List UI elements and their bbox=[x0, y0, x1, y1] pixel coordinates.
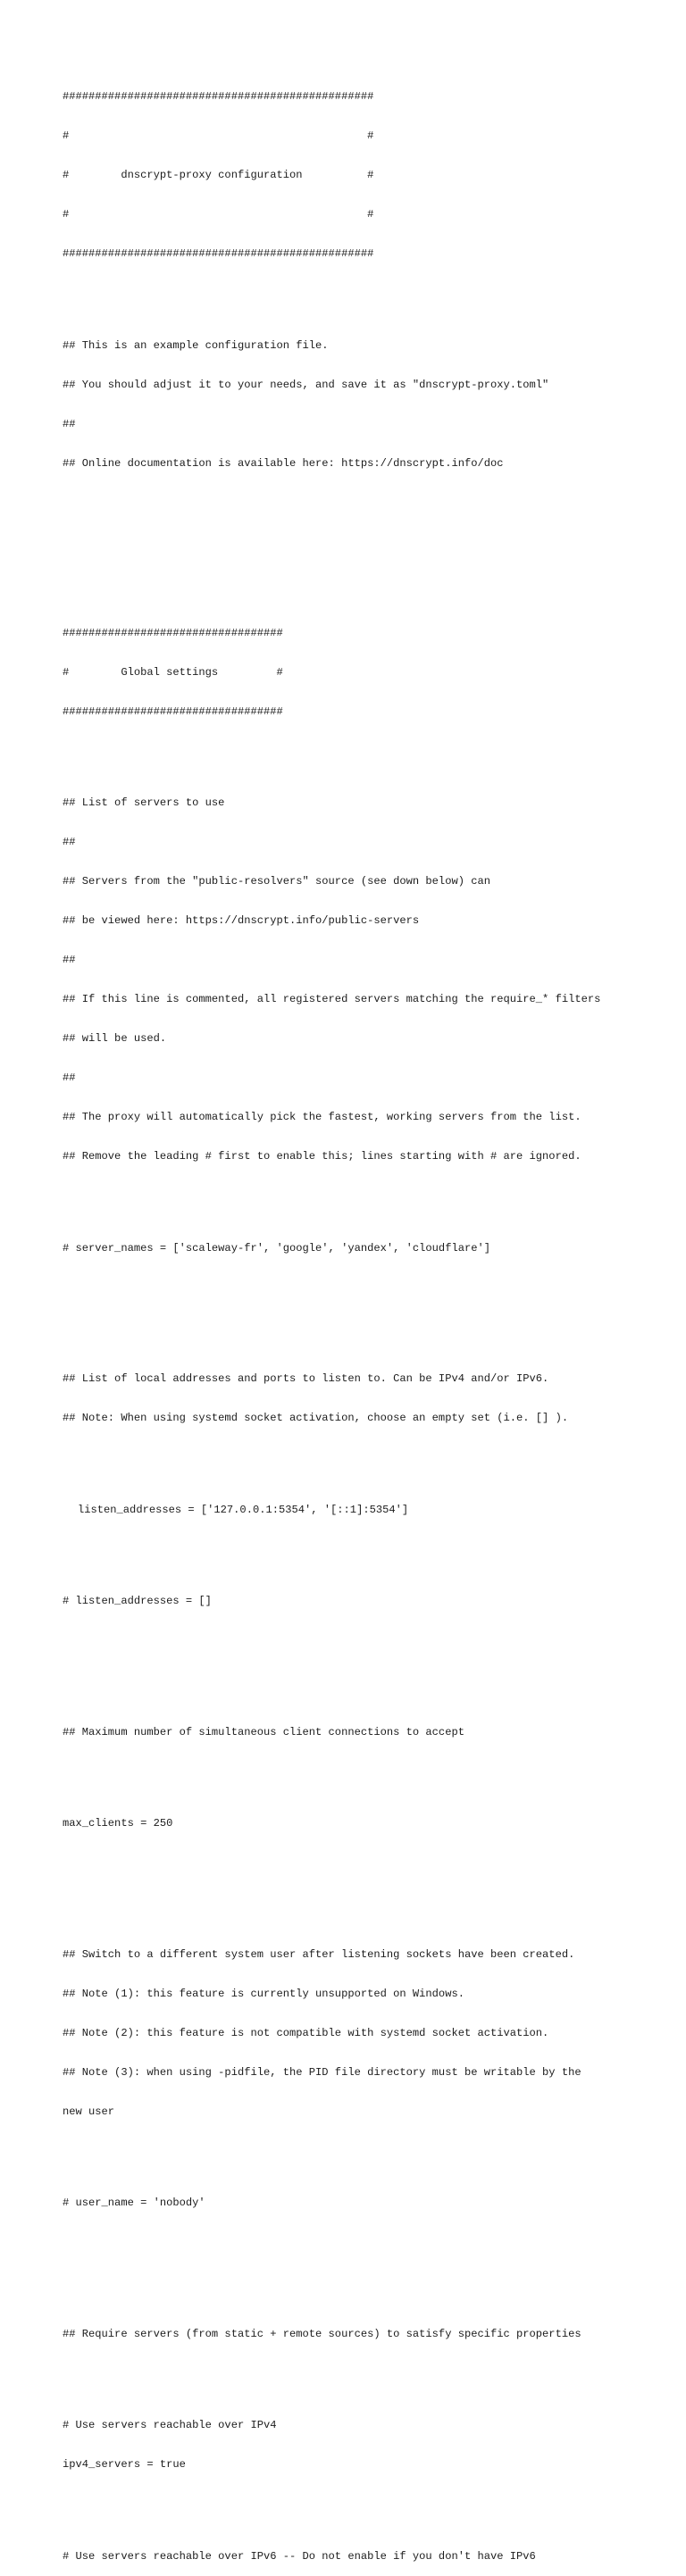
blank-line bbox=[63, 1896, 679, 1909]
intro-line: ## This is an example configuration file. bbox=[63, 338, 329, 352]
listen-comment-line: ## Note: When using systemd socket activation, choose an empty set (i.e. [] ). bbox=[63, 1412, 569, 1425]
header-spacer-line: # # bbox=[63, 129, 374, 143]
header-title: # dnscrypt-proxy configuration # bbox=[63, 169, 374, 182]
intro-line: ## You should adjust it to your needs, and save it as "dnscrypt-proxy.toml" bbox=[63, 378, 549, 391]
user-comment-line: new user bbox=[63, 2105, 115, 2118]
blank-line bbox=[63, 1281, 679, 1295]
blank-line bbox=[63, 1543, 679, 1556]
user-comment-line: ## Note (1): this feature is currently unsupported on Windows. bbox=[63, 1987, 464, 2000]
blank-line bbox=[63, 745, 679, 758]
header-border-top: ################################################ bbox=[63, 90, 374, 104]
blank-line bbox=[63, 2497, 679, 2511]
config-document bbox=[63, 64, 679, 2576]
blank-line bbox=[63, 574, 679, 588]
blank-line bbox=[63, 1321, 679, 1334]
intro-line: ## bbox=[63, 417, 76, 430]
header-spacer-line: # # bbox=[63, 208, 374, 221]
ipv4-servers-setting: ipv4_servers = true bbox=[63, 2458, 186, 2472]
user-comment-line: ## Note (2): this feature is not compatible with systemd socket activation. bbox=[63, 2026, 549, 2039]
blank-line bbox=[63, 2367, 679, 2380]
blank-line bbox=[63, 2275, 679, 2288]
servers-comment-line: ## Servers from the "public-resolvers" source (see down below) can bbox=[63, 875, 490, 888]
servers-comment-line: ## bbox=[63, 954, 76, 967]
blank-line bbox=[63, 287, 679, 300]
servers-comment-line: ## Remove the leading # first to enable this; lines starting with # are ignored. bbox=[63, 1150, 581, 1163]
blank-line bbox=[63, 1856, 679, 1870]
servers-comment-line: ## bbox=[63, 836, 76, 849]
servers-comment-line: ## List of servers to use bbox=[63, 796, 225, 810]
user-comment-line: ## Note (3): when using -pidfile, the PID file directory must be writable by the bbox=[63, 2065, 581, 2079]
server-names-setting: # server_names = ['scaleway-fr', 'google', 'yandex', 'cloudflare'] bbox=[63, 1241, 490, 1255]
global-border-top: ################################## bbox=[63, 627, 283, 640]
require-servers-comment: ## Require servers (from static + remote sources) to satisfy specific properties bbox=[63, 2327, 581, 2340]
listen-comment-line: ## List of local addresses and ports to listen to. Can be IPv4 and/or IPv6. bbox=[63, 1372, 549, 1386]
blank-line bbox=[63, 496, 679, 510]
max-clients-setting: max_clients = 250 bbox=[63, 1817, 173, 1830]
listen-addresses-setting: listen_addresses = ['127.0.0.1:5354', '[::1]:5354'] bbox=[78, 1503, 409, 1516]
user-comment-line: ## Switch to a different system user after listening sockets have been created. bbox=[63, 1947, 575, 1961]
blank-line bbox=[63, 1451, 679, 1464]
max-clients-comment: ## Maximum number of simultaneous client connections to accept bbox=[63, 1725, 464, 1738]
blank-line bbox=[63, 2145, 679, 2158]
servers-comment-line: ## will be used. bbox=[63, 1032, 167, 1046]
servers-comment-line: ## be viewed here: https://dnscrypt.info/public-servers bbox=[63, 914, 420, 928]
blank-line bbox=[63, 535, 679, 548]
servers-comment-line: ## bbox=[63, 1071, 76, 1085]
global-settings-title: # Global settings # bbox=[63, 665, 283, 679]
blank-line bbox=[63, 1634, 679, 1647]
listen-addresses-empty-setting: # listen_addresses = [] bbox=[63, 1595, 212, 1608]
blank-line bbox=[63, 1189, 679, 1203]
global-border-bottom: ################################## bbox=[63, 704, 283, 718]
servers-comment-line: ## If this line is commented, all registered servers matching the require_* filters bbox=[63, 993, 601, 1006]
ipv4-comment: # Use servers reachable over IPv4 bbox=[63, 2419, 277, 2432]
blank-line bbox=[63, 2236, 679, 2249]
blank-line bbox=[63, 1765, 679, 1779]
header-border-bottom: ################################################ bbox=[63, 247, 374, 261]
ipv6-comment: # Use servers reachable over IPv6 -- Do not enable if you don't have IPv6 bbox=[63, 2549, 536, 2563]
intro-doc-link-line: ## Online documentation is available here: https://dnscrypt.info/doc bbox=[63, 456, 504, 470]
user-name-setting: # user_name = 'nobody' bbox=[63, 2197, 205, 2210]
servers-comment-line: ## The proxy will automatically pick the fastest, working servers from the list. bbox=[63, 1111, 581, 1124]
blank-line bbox=[63, 1673, 679, 1687]
